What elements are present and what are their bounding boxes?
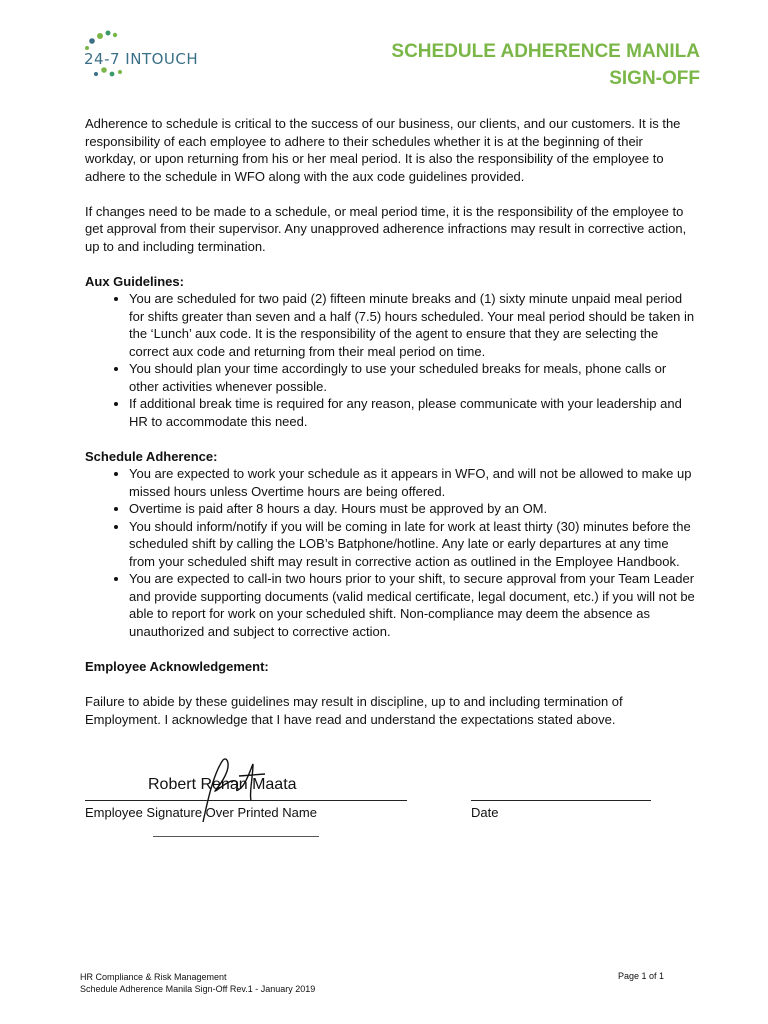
list-item: • Overtime is paid after 8 hours a day. Hours must be approved by an OM. [129, 500, 697, 518]
date-line [471, 800, 651, 801]
page-number: Page 1 of 1 [617, 971, 664, 981]
list-item: • You are scheduled for two paid (2) fifteen minute breaks and (1) sixty minute unpaid meal period for shifts greater than seven and a half (7.5) hours scheduled. Your meal period should be taken in the ‘Lunch’ aux code. It is the responsibility of the agent to ensure that they are selecting the correct aux code and returning from their meal period on time. [129, 290, 697, 360]
logo-text: 24-7 INTOUCH [84, 50, 199, 68]
date-label: Date [471, 805, 499, 820]
schedule-adherence-list [85, 465, 697, 640]
extra-line [153, 836, 319, 837]
signature-line [85, 800, 407, 801]
footer-left [80, 971, 315, 995]
list-item: • If additional break time is required for any reason, please communicate with your leadership and HR to accommodate this need. [129, 395, 697, 430]
list-item: • You should plan your time accordingly to use your scheduled breaks for meals, phone calls or other activities whenever possible. [129, 360, 697, 395]
aux-guidelines-list [85, 290, 697, 430]
footer-revision: Schedule Adherence Manila Sign-Off Rev.1 - January 2019 [80, 984, 316, 994]
footer-department: HR Compliance & Risk Management [80, 972, 227, 982]
signature-label: Employee Signature Over Printed Name [85, 805, 317, 820]
acknowledgement-text: Failure to abide by these guidelines may result in discipline, up to and including termination of Employment. I acknowledge that I have read and understand the expectations stated above. [85, 694, 623, 727]
signature-block [85, 770, 705, 850]
title-line-1: SCHEDULE ADHERENCE MANILA [391, 41, 700, 62]
title-line-2: SIGN-OFF [609, 68, 700, 89]
aux-guidelines-heading: Aux Guidelines: [85, 273, 184, 289]
list-item: • You should inform/notify if you will be coming in late for work at least thirty (30) minutes before the scheduled shift by calling the LOB’s Batphone/hotline. Any late or early departures at any time from your scheduled shift may result in corrective action as outlined in the Employee Handbook. [129, 518, 697, 571]
intro-paragraph: Adherence to schedule is critical to the success of our business, our clients, and our customers. It is the responsibility of each employee to adhere to their schedules whether it is at the beginning of their workday, or upon returning from his or her meal period. It is also the responsibility of the employee to adhere to the schedule in WFO along with the aux code guidelines provided. [85, 116, 681, 184]
intro-paragraph: If changes need to be made to a schedule, or meal period time, it is the responsibility of the employee to get approval from their supervisor. Any unapproved adherence infractions may result in corrective action, up to and including termination. [85, 203, 687, 254]
acknowledgement-heading: Employee Acknowledgement: [85, 659, 269, 674]
company-logo [78, 28, 238, 88]
document-title [280, 38, 700, 92]
schedule-adherence-heading: Schedule Adherence: [85, 448, 218, 464]
document-body [85, 115, 697, 746]
list-item: • You are expected to work your schedule as it appears in WFO, and will not be allowed to make up missed hours unless Overtime hours are being offered. [129, 465, 697, 500]
list-item: • You are expected to call-in two hours prior to your shift, to secure approval from your Team Leader and provide supporting documents (valid medical certificate, legal document, etc.) if you will not be able to report for work on your scheduled shift. Non-compliance may deem the absence as unauthorized and subject to corrective action. [129, 570, 697, 640]
printed-name: Robert Renan Maata [148, 776, 297, 793]
